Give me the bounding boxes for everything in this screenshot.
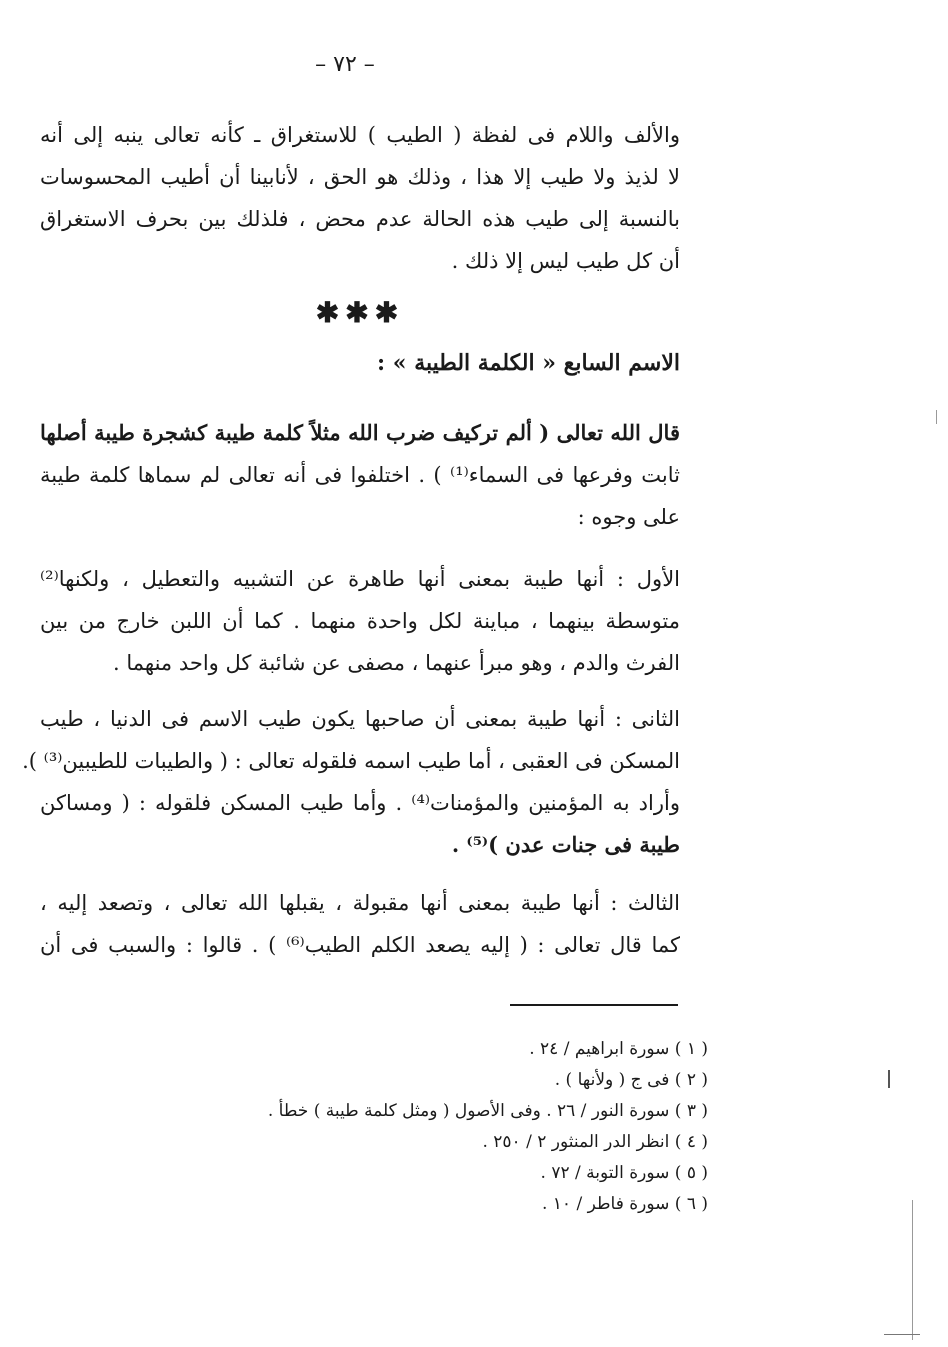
page-number: – ٧٢ – bbox=[315, 52, 375, 77]
footnote: ( ١ ) سورة ابراهيم / ٢٤ . bbox=[529, 1039, 708, 1059]
text-line: المسكن فى العقبى ، أما طيب اسمه فلقوله تعالى : ( والطيبات للطيبين⁽³⁾ ). bbox=[22, 749, 680, 773]
footnote: ( ٦ ) سورة فاطر / ١٠ . bbox=[541, 1194, 708, 1214]
quote-paragraph bbox=[40, 412, 680, 538]
scan-mark bbox=[888, 1070, 890, 1088]
footnotes bbox=[268, 1034, 708, 1220]
text-line: الفرث والدم ، وهو مبرأ عنهما ، مصفى عن شائبة كل واحد منهما . bbox=[113, 651, 680, 675]
text-line: كما قال تعالى : ( إليه يصعد الكلم الطيب⁽⁶⁾ ) . قالوا : والسبب فى أن bbox=[40, 933, 680, 957]
scan-edge-line bbox=[884, 1334, 920, 1335]
text-line: الثالث : أنها طيبة بمعنى أنها مقبولة ، يقبلها الله تعالى ، وتصعد إليه ، bbox=[40, 891, 680, 915]
text-line: الأول : أنها طيبة بمعنى أنها طاهرة عن التشبيه والتعطيل ، ولكنها⁽²⁾ bbox=[40, 567, 680, 591]
section-divider-stars: ✱✱✱ bbox=[315, 296, 405, 329]
text-line: ثابت وفرعها فى السماء⁽¹⁾ ) . اختلفوا فى أنه تعالى لم سماها كلمة طيبة bbox=[40, 463, 680, 487]
second-meaning-paragraph bbox=[22, 698, 680, 866]
footnote-separator bbox=[510, 1004, 678, 1006]
scan-edge-line bbox=[912, 1200, 913, 1340]
text-line: متوسطة بينهما ، مباينة لكل واحدة منهما . كما أن اللبن خارج من بين bbox=[40, 609, 680, 633]
text-line: طيبة فى جنات عدن )⁽⁵⁾ . bbox=[451, 832, 680, 857]
text-line: بالنسبة إلى طيب هذه الحالة عدم محض ، فلذلك بين بحرف الاستغراق bbox=[40, 207, 680, 231]
section-heading: الاسم السابع « الكلمة الطيبة » : bbox=[377, 350, 680, 376]
text-line: الثانى : أنها طيبة بمعنى أن صاحبها يكون طيب الاسم فى الدنيا ، طيب bbox=[40, 707, 680, 731]
text-line: والألف واللام فى لفظة ( الطيب ) للاستغراق ـ كأنه تعالى ينبه إلى أنه bbox=[40, 123, 680, 147]
text-line: قال الله تعالى ( ألم تركيف ضرب الله مثلاً كلمة طيبة كشجرة طيبة أصلها bbox=[40, 420, 680, 445]
text-line: لا لذيذ ولا طيب إلا هذا ، وذلك هو الحق ، لأنابينا أن أطيب المحسوسات bbox=[40, 165, 680, 189]
text-line: أن كل طيب ليس إلا ذلك . bbox=[451, 249, 680, 273]
footnote: ( ٤ ) انظر الدر المنثور ٢ / ٢٥٠ . bbox=[482, 1132, 708, 1152]
scan-mark bbox=[936, 410, 937, 424]
footnote: ( ٥ ) سورة التوبة / ٧٢ . bbox=[540, 1163, 708, 1183]
intro-paragraph bbox=[40, 114, 680, 282]
footnote: ( ٢ ) فى ج ( ولأنها ) . bbox=[554, 1070, 708, 1090]
footnote: ( ٣ ) سورة النور / ٢٦ . وفى الأصول ( ومثل كلمة طيبة ) خطأ . bbox=[267, 1101, 708, 1121]
third-meaning-paragraph bbox=[40, 882, 680, 966]
text-line: وأراد به المؤمنين والمؤمنات⁽⁴⁾ . وأما طيب المسكن فلقوله : ( ومساكن bbox=[40, 791, 680, 815]
text-line: على وجوه : bbox=[577, 505, 680, 529]
first-meaning-paragraph bbox=[40, 558, 680, 684]
